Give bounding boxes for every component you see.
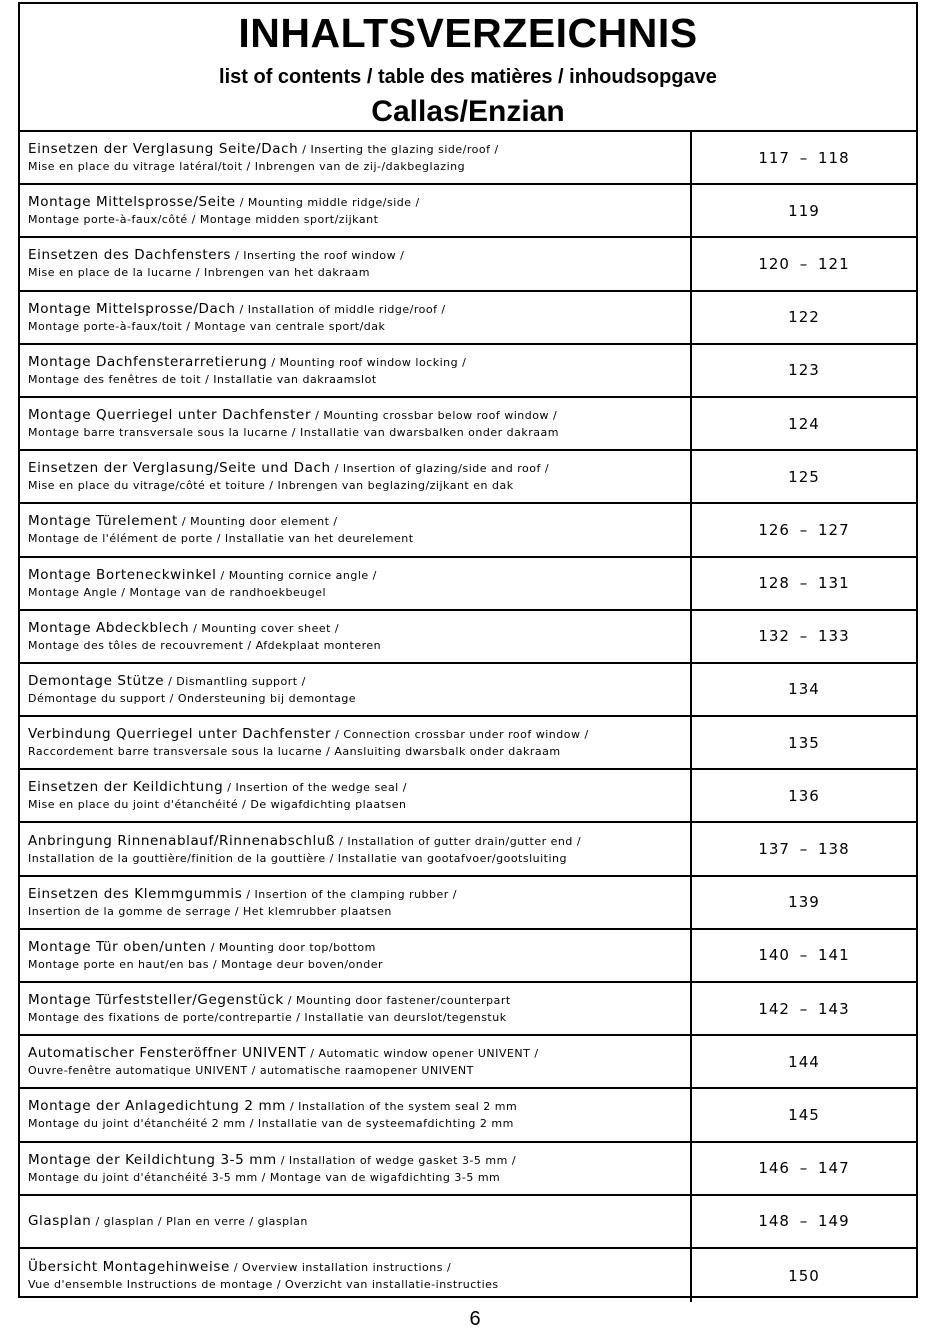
entry-title-french-dutch: Montage porte-à-faux/toit / Montage van centrale sport/dak (28, 319, 386, 333)
page-number: 6 (469, 1308, 481, 1330)
entry-title-german: Übersicht Montagehinweise (28, 1259, 230, 1276)
entry-description (20, 292, 692, 343)
table-row (20, 132, 916, 185)
entry-title-german: Montage Mittelsprosse/Seite (28, 194, 236, 211)
entry-line-primary (28, 1258, 690, 1277)
entry-title-french-dutch: Montage du joint d'étanchéité 2 mm / Installatie van de systeemafdichting 2 mm (28, 1117, 514, 1131)
entry-line-primary (28, 566, 690, 585)
entry-pages: 150 (788, 1266, 820, 1285)
table-row (20, 1196, 916, 1249)
entry-description (20, 451, 692, 502)
entry-line-primary (28, 778, 690, 797)
table-row (20, 983, 916, 1036)
entry-title-english: / Installation of the system seal 2 mm (285, 1100, 518, 1114)
table-row (20, 664, 916, 717)
entry-description (20, 1249, 692, 1302)
table-row (20, 398, 916, 451)
product-name: Callas/Enzian (371, 95, 565, 128)
entry-title-english: / glasplan / Plan en verre / glasplan (91, 1214, 308, 1228)
entry-pages: 126 – 127 (758, 520, 850, 539)
entry-title-french-dutch: Mise en place du vitrage latéral/toit / Inbrengen van de zij-/dakbeglazing (28, 160, 466, 174)
entry-title-french-dutch: Montage porte-à-faux/côté / Montage midden sport/zijkant (28, 213, 379, 227)
entry-title-german: Glasplan (28, 1212, 92, 1229)
entry-title-english: / Mounting door element / (177, 515, 338, 529)
entry-line-primary (28, 1097, 690, 1116)
entry-title-english: / Installation of wedge gasket 3-5 mm / (276, 1153, 517, 1167)
entry-title-french-dutch: Ouvre-fenêtre automatique UNIVENT / automatische raamopener UNIVENT (28, 1064, 474, 1078)
entry-title-german: Montage Tür oben/unten (28, 938, 207, 955)
entry-description (20, 238, 692, 289)
entry-description (20, 611, 692, 662)
entry-pages: 140 – 141 (758, 946, 850, 965)
entry-title-german: Automatischer Fensteröffner UNIVENT (28, 1045, 307, 1062)
entry-description (20, 983, 692, 1034)
entry-title-german: Montage Mittelsprosse/Dach (28, 300, 236, 317)
entry-title-german: Verbindung Querriegel unter Dachfenster (28, 726, 332, 743)
entry-description (20, 823, 692, 874)
entry-title-english: / Mounting roof window locking / (267, 355, 467, 369)
entry-pages: 145 (788, 1105, 820, 1124)
entry-title-french-dutch: Montage du joint d'étanchéité 3-5 mm / Montage van de wigafdichting 3-5 mm (28, 1170, 501, 1184)
entry-title-english: / Mounting crossbar below roof window / (311, 409, 558, 423)
entry-title-english: / Mounting cover sheet / (189, 621, 340, 635)
entry-title-english: / Inserting the roof window / (231, 249, 405, 263)
entry-title-french-dutch: Montage de l'élément de porte / Installatie van het deurelement (28, 532, 414, 546)
table-row (20, 451, 916, 504)
entry-pages: 123 (788, 361, 820, 380)
table-row (20, 558, 916, 611)
entry-title-french-dutch: Installation de la gouttière/finition de la gouttière / Installatie van gootafvoer/gootsluiting (28, 851, 567, 865)
entry-line-primary (28, 672, 690, 691)
entry-pages: 139 (788, 893, 820, 912)
entry-description (20, 1196, 692, 1247)
entry-title-german: Montage Borteneckwinkel (28, 566, 217, 583)
entry-line-primary (28, 353, 690, 372)
entry-title-english: / Overview installation instructions / (229, 1261, 452, 1275)
table-row (20, 238, 916, 291)
entry-description (20, 770, 692, 821)
entry-line-primary (28, 406, 690, 425)
entry-pages: 128 – 131 (758, 574, 850, 593)
entry-title-german: Montage Türfeststeller/Gegenstück (28, 992, 284, 1009)
entry-pages: 125 (788, 467, 820, 486)
entry-title-english: / Mounting cornice angle / (216, 568, 377, 582)
entry-pages: 117 – 118 (758, 148, 850, 167)
entry-title-french-dutch: Montage des fixations de porte/contrepartie / Installatie van deurslot/tegenstuk (28, 1011, 507, 1025)
table-row (20, 1249, 916, 1302)
table-row (20, 770, 916, 823)
entry-pages: 148 – 149 (758, 1212, 850, 1231)
entry-pages: 120 – 121 (758, 254, 850, 273)
entry-title-english: / Inserting the glazing side/roof / (298, 143, 499, 157)
entry-title-french-dutch: Montage des tôles de recouvrement / Afdekplaat monteren (28, 638, 382, 652)
table-row (20, 504, 916, 557)
table-row (20, 717, 916, 770)
entry-title-english: / Installation of gutter drain/gutter end / (335, 834, 582, 848)
entry-pages: 132 – 133 (758, 627, 850, 646)
entry-line-primary (28, 1212, 690, 1231)
entry-title-german: Anbringung Rinnenablauf/Rinnenabschluß (28, 832, 336, 849)
entry-description (20, 1089, 692, 1140)
entry-title-german: Demontage Stütze (28, 672, 165, 689)
entry-title-german: Einsetzen des Dachfensters (28, 247, 231, 264)
entry-title-french-dutch: Démontage du support / Ondersteuning bij demontage (28, 691, 357, 705)
entry-description (20, 132, 692, 183)
page-subtitle: list of contents / table des matières / inhoudsopgave (219, 66, 717, 88)
entry-line-primary (28, 725, 690, 744)
entry-title-english: / Insertion of the clamping rubber / (242, 887, 457, 901)
entry-title-german: Montage Querriegel unter Dachfenster (28, 407, 312, 424)
entry-description (20, 717, 692, 768)
entry-title-english: / Connection crossbar under roof window / (331, 728, 589, 742)
entry-title-english: / Insertion of glazing/side and roof / (330, 462, 550, 476)
table-row (20, 292, 916, 345)
contents-header (20, 4, 916, 132)
entry-description (20, 877, 692, 928)
entry-description (20, 1143, 692, 1194)
entry-description (20, 1036, 692, 1087)
page-title: INHALTSVERZEICHNIS (238, 10, 698, 56)
entry-line-primary (28, 991, 690, 1010)
entry-line-primary (28, 1151, 690, 1170)
entry-pages: 119 (788, 201, 820, 220)
entry-description (20, 930, 692, 981)
entry-line-primary (28, 300, 690, 319)
entry-line-primary (28, 1044, 690, 1063)
entry-title-french-dutch: Insertion de la gomme de serrage / Het klemrubber plaatsen (28, 904, 392, 918)
entry-pages: 137 – 138 (758, 840, 850, 859)
entry-pages: 142 – 143 (758, 999, 850, 1018)
entry-pages: 136 (788, 786, 820, 805)
table-row (20, 1089, 916, 1142)
entry-title-german: Einsetzen der Verglasung/Seite und Dach (28, 460, 331, 477)
entry-description (20, 664, 692, 715)
entry-title-french-dutch: Montage barre transversale sous la lucarne / Installatie van dwarsbalken onder dakraam (28, 426, 559, 440)
entry-title-french-dutch: Mise en place du joint d'étanchéité / De wigafdichting plaatsen (28, 798, 407, 812)
entry-title-english: / Mounting door fastener/counterpart (283, 994, 511, 1008)
entry-title-german: Einsetzen der Keildichtung (28, 779, 224, 796)
entry-title-english: / Insertion of the wedge seal / (223, 781, 407, 795)
entry-title-french-dutch: Montage porte en haut/en bas / Montage deur boven/onder (28, 957, 384, 971)
entry-description (20, 345, 692, 396)
entry-title-french-dutch: Mise en place de la lucarne / Inbrengen van het dakraam (28, 266, 371, 280)
entry-line-primary (28, 938, 690, 957)
entry-description (20, 185, 692, 236)
entry-title-french-dutch: Raccordement barre transversale sous la lucarne / Aansluiting dwarsbalk onder dakraam (28, 745, 561, 759)
entry-line-primary (28, 832, 690, 851)
table-row (20, 930, 916, 983)
table-row (20, 1036, 916, 1089)
entry-line-primary (28, 140, 690, 159)
entry-description (20, 398, 692, 449)
entry-title-english: / Mounting middle ridge/side / (235, 196, 420, 210)
contents-table (20, 132, 916, 1302)
entry-title-german: Montage Dachfensterarretierung (28, 353, 268, 370)
entry-title-german: Einsetzen der Verglasung Seite/Dach (28, 141, 299, 158)
entry-title-english: / Automatic window opener UNIVENT / (306, 1047, 539, 1061)
entry-title-german: Montage Abdeckblech (28, 619, 190, 636)
entry-pages: 134 (788, 680, 820, 699)
entry-title-english: / Mounting door top/bottom (206, 940, 376, 954)
table-row (20, 877, 916, 930)
entry-line-primary (28, 459, 690, 478)
entry-line-primary (28, 246, 690, 265)
entry-description (20, 504, 692, 555)
table-row (20, 611, 916, 664)
entry-title-french-dutch: Vue d'ensemble Instructions de montage / Overzicht van installatie-instructies (28, 1278, 499, 1292)
entry-title-german: Einsetzen des Klemmgummis (28, 885, 243, 902)
entry-pages: 146 – 147 (758, 1159, 850, 1178)
table-row (20, 345, 916, 398)
contents-frame (18, 2, 918, 1298)
entry-pages: 124 (788, 414, 820, 433)
entry-title-english: / Dismantling support / (164, 674, 306, 688)
entry-pages: 144 (788, 1052, 820, 1071)
entry-title-english: / Installation of middle ridge/roof / (235, 302, 446, 316)
entry-title-german: Montage Türelement (28, 513, 178, 530)
entry-title-french-dutch: Montage des fenêtres de toit / Installatie van dakraamslot (28, 372, 377, 386)
entry-title-german: Montage der Anlagedichtung 2 mm (28, 1098, 286, 1115)
entry-title-german: Montage der Keildichtung 3-5 mm (28, 1151, 277, 1168)
entry-line-primary (28, 885, 690, 904)
table-row (20, 823, 916, 876)
entry-pages: 135 (788, 733, 820, 752)
table-row (20, 1143, 916, 1196)
entry-pages: 122 (788, 308, 820, 327)
entry-title-french-dutch: Mise en place du vitrage/côté et toiture / Inbrengen van beglazing/zijkant en dak (28, 479, 514, 493)
entry-title-french-dutch: Montage Angle / Montage van de randhoekbeugel (28, 585, 327, 599)
entry-description (20, 558, 692, 609)
entry-line-primary (28, 512, 690, 531)
table-row (20, 185, 916, 238)
entry-line-primary (28, 619, 690, 638)
entry-line-primary (28, 193, 690, 212)
